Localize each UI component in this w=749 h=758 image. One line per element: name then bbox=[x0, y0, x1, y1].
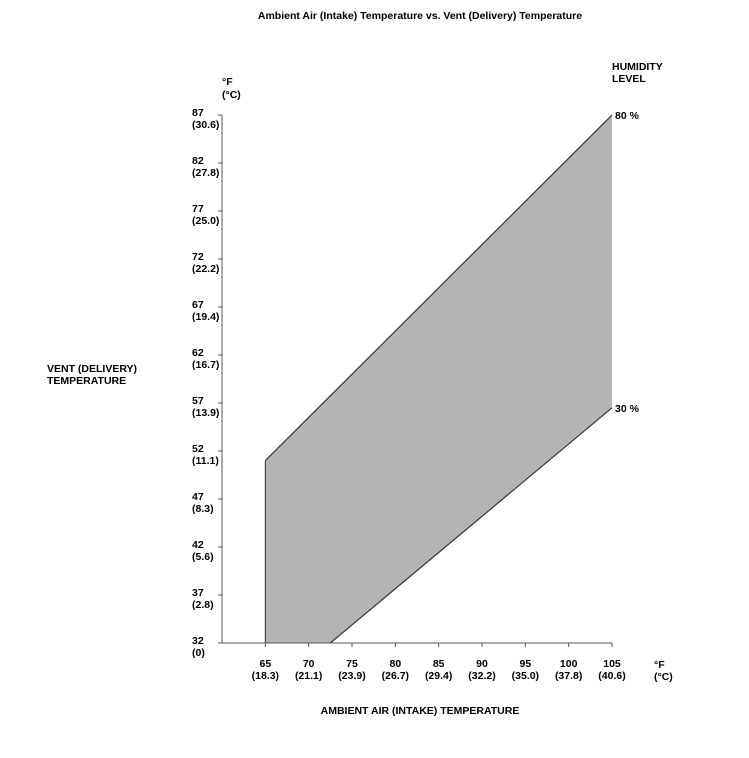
y-tick-label-f: 87 bbox=[192, 107, 204, 119]
humidity-title-line2: LEVEL bbox=[612, 73, 646, 85]
y-tick-label-c: (11.1) bbox=[192, 455, 219, 467]
y-tick-label-f: 62 bbox=[192, 347, 204, 359]
x-tick-label-f: 95 bbox=[519, 658, 532, 670]
y-axis-label-line1: VENT (DELIVERY) bbox=[47, 363, 138, 375]
x-tick-label-f: 65 bbox=[259, 658, 272, 670]
y-tick-label-c: (16.7) bbox=[192, 359, 220, 371]
x-tick-label-f: 105 bbox=[603, 658, 621, 670]
y-tick-label-c: (0) bbox=[192, 647, 205, 659]
x-ticks bbox=[252, 643, 626, 682]
humidity-title-line1: HUMIDITY bbox=[612, 61, 663, 73]
y-tick-label-c: (27.8) bbox=[192, 167, 220, 179]
y-tick-label-c: (13.9) bbox=[192, 407, 220, 419]
x-tick-label-c: (18.3) bbox=[251, 670, 280, 682]
y-tick-label-c: (5.6) bbox=[192, 551, 214, 563]
humidity-band bbox=[265, 115, 612, 643]
y-tick-label-c: (22.2) bbox=[192, 263, 220, 275]
y-unit-c: (°C) bbox=[222, 89, 241, 101]
x-tick-label-f: 85 bbox=[432, 658, 445, 670]
x-tick-label-f: 70 bbox=[302, 658, 315, 670]
y-tick-label-f: 57 bbox=[192, 395, 204, 407]
x-tick-label-c: (37.8) bbox=[554, 670, 583, 682]
chart-title: Ambient Air (Intake) Temperature vs. Vent (Delivery) Temperature bbox=[257, 10, 583, 22]
x-tick-label-c: (26.7) bbox=[381, 670, 410, 682]
x-tick-label-f: 90 bbox=[476, 658, 488, 670]
y-tick-label-f: 37 bbox=[192, 587, 204, 599]
x-tick-label-f: 100 bbox=[559, 658, 578, 670]
band-fill bbox=[265, 115, 612, 643]
y-tick-label-f: 82 bbox=[192, 155, 204, 167]
series-labels bbox=[615, 110, 640, 415]
series-label-80: 80 % bbox=[615, 110, 639, 122]
x-axis-label: AMBIENT AIR (INTAKE) TEMPERATURE bbox=[320, 705, 520, 717]
x-tick-label-c: (32.2) bbox=[468, 670, 496, 682]
x-unit-c: (°C) bbox=[654, 671, 673, 683]
x-tick-label-f: 80 bbox=[389, 658, 402, 670]
y-ticks bbox=[192, 107, 222, 659]
x-tick-label-c: (40.6) bbox=[598, 670, 626, 682]
x-tick-label-c: (29.4) bbox=[424, 670, 453, 682]
y-tick-label-f: 42 bbox=[192, 539, 204, 551]
y-tick-label-f: 67 bbox=[192, 299, 204, 311]
series-label-30: 30 % bbox=[615, 402, 639, 415]
x-unit-f: °F bbox=[654, 659, 665, 671]
y-tick-label-c: (2.8) bbox=[192, 599, 214, 611]
y-tick-label-f: 47 bbox=[192, 491, 204, 503]
y-tick-label-c: (25.0) bbox=[192, 215, 220, 227]
y-tick-label-c: (19.4) bbox=[192, 311, 220, 323]
y-tick-label-c: (30.6) bbox=[192, 119, 220, 131]
y-tick-label-f: 32 bbox=[192, 635, 204, 647]
x-tick-label-c: (23.9) bbox=[338, 670, 366, 682]
x-tick-label-f: 75 bbox=[346, 658, 358, 670]
y-tick-label-f: 77 bbox=[192, 203, 204, 215]
y-tick-label-c: (8.3) bbox=[192, 503, 214, 515]
y-tick-label-f: 52 bbox=[192, 443, 204, 455]
x-tick-label-c: (35.0) bbox=[511, 670, 540, 682]
y-tick-label-f: 72 bbox=[192, 251, 204, 263]
y-unit-f: °F bbox=[222, 76, 233, 88]
x-tick-label-c: (21.1) bbox=[294, 670, 323, 682]
y-axis-label-line2: TEMPERATURE bbox=[47, 375, 127, 387]
